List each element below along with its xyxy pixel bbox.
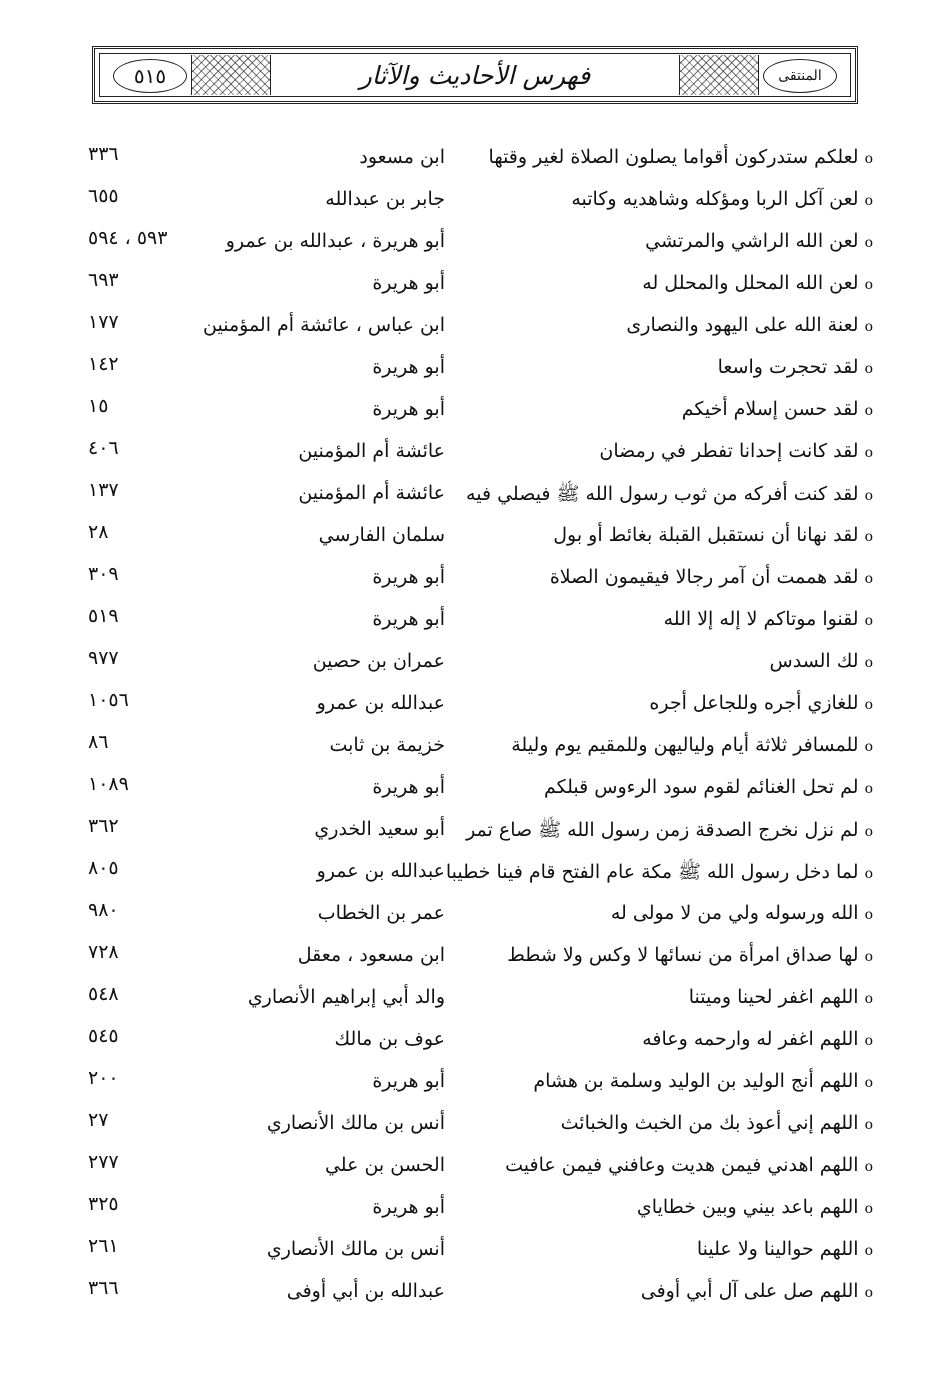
page-ref: ٧٢٨: [88, 941, 119, 963]
index-row: [0, 264, 943, 306]
page-number: ٥١٥: [113, 59, 187, 93]
hadith-label: اللهم اهدني فيمن هديت وعافني فيمن عافيت: [505, 1154, 859, 1176]
hadith-index-list: [0, 138, 943, 1314]
page-ref: ٥٤٨: [88, 983, 119, 1005]
page-ref: ٢٠٠: [88, 1067, 119, 1089]
narrator: أبو هريرة: [372, 272, 445, 294]
page-ref: ٣٣٦: [88, 143, 119, 165]
bullet-circle-icon: o: [864, 1075, 873, 1091]
hadith-label: اللهم صل على آل أبي أوفى: [640, 1280, 859, 1302]
narrator: الحسن بن علي: [324, 1154, 445, 1176]
bullet-circle-icon: o: [864, 571, 873, 587]
index-row: [0, 768, 943, 810]
narrator: عائشة أم المؤمنين: [298, 440, 445, 462]
narrator: أبو هريرة: [372, 776, 445, 798]
hadith-label: اللهم حوالينا ولا علينا: [696, 1238, 859, 1260]
bullet-circle-icon: o: [864, 655, 873, 671]
hadith-label: لقد كانت إحدانا تفطر في رمضان: [599, 440, 859, 462]
bullet-circle-icon: o: [864, 1159, 873, 1175]
narrator: أبو هريرة: [372, 1196, 445, 1218]
index-row: [0, 558, 943, 600]
hadith-text: [649, 692, 873, 714]
hadith-label: اللهم اغفر له وارحمه وعافه: [642, 1028, 859, 1050]
narrator: والد أبي إبراهيم الأنصاري: [247, 986, 445, 1008]
narrator: أبو هريرة: [372, 398, 445, 420]
index-row: [0, 684, 943, 726]
bullet-circle-icon: o: [864, 824, 873, 840]
narrator: أبو سعيد الخدري: [314, 818, 445, 840]
bullet-circle-icon: o: [864, 1033, 873, 1049]
bullet-circle-icon: o: [864, 1201, 873, 1217]
bullet-circle-icon: o: [864, 907, 873, 923]
hadith-label: اللهم باعد بيني وبين خطاياي: [636, 1196, 859, 1218]
bullet-circle-icon: o: [864, 529, 873, 545]
hadith-text: [466, 482, 873, 510]
index-row: [0, 642, 943, 684]
page-ref: ٦٥٥: [88, 185, 119, 207]
hadith-label: لقد كنت أفركه من ثوب رسول الله ﷺ فيصلي فيه: [466, 483, 859, 505]
hadith-text: [718, 356, 873, 378]
hadith-text: [641, 1280, 873, 1302]
index-row: [0, 852, 943, 894]
page-ref: ١٠٥٦: [88, 689, 129, 711]
hadith-label: اللهم إني أعوذ بك من الخبث والخبائث: [560, 1112, 859, 1134]
hadith-text: [682, 398, 873, 420]
hadith-text: [689, 986, 873, 1008]
index-row: [0, 1062, 943, 1104]
hadith-label: لم نزل نخرج الصدقة زمن رسول الله ﷺ صاع تمر: [466, 819, 859, 841]
index-row: [0, 810, 943, 852]
narrator: عوف بن مالك: [334, 1028, 445, 1050]
index-row: [0, 306, 943, 348]
bullet-circle-icon: o: [864, 319, 873, 335]
page-ref: ٨٠٥: [88, 857, 119, 879]
narrator: ابن عباس ، عائشة أم المؤمنين: [203, 314, 445, 336]
page-ref: ٢٧٧: [88, 1151, 119, 1173]
index-row: [0, 1104, 943, 1146]
hadith-text: [571, 188, 873, 210]
ornament-left: [191, 55, 271, 95]
page-ref: ٨٦: [88, 731, 109, 753]
page-ref: ٩٧٧: [88, 647, 119, 669]
bullet-circle-icon: o: [864, 235, 873, 251]
narrator: أبو هريرة: [372, 566, 445, 588]
index-row: [0, 390, 943, 432]
hadith-text: [697, 1238, 873, 1260]
hadith-label: لم تحل الغنائم لقوم سود الرءوس قبلكم: [543, 776, 859, 798]
narrator: أنس بن مالك الأنصاري: [266, 1238, 445, 1260]
bullet-circle-icon: o: [864, 1117, 873, 1133]
hadith-label: اللهم أنج الوليد بن الوليد وسلمة بن هشام: [533, 1070, 859, 1092]
page-ref: ٣٢٥: [88, 1193, 119, 1215]
hadith-text: [642, 272, 873, 294]
index-row: [0, 1272, 943, 1314]
hadith-label: لقنوا موتاكم لا إله إلا الله: [663, 608, 859, 630]
hadith-label: لعلكم ستدركون أقواما يصلون الصلاة لغير وقتها: [488, 146, 859, 168]
hadith-label: الله ورسوله ولي من لا مولى له: [610, 902, 859, 924]
hadith-text: [553, 524, 873, 546]
hadith-label: للمسافر ثلاثة أيام ولياليهن وللمقيم يوم وليلة: [511, 734, 859, 756]
narrator: عائشة أم المؤمنين: [298, 482, 445, 504]
page-ref: ٢٨: [88, 521, 109, 543]
page-ref: ٩٨٠: [88, 899, 119, 921]
hadith-label: لقد نهانا أن نستقبل القبلة بغائط أو بول: [553, 524, 859, 546]
page-ref: ٦٩٣: [88, 269, 119, 291]
bullet-circle-icon: o: [864, 151, 873, 167]
hadith-text: [645, 230, 873, 252]
ornament-right: [679, 55, 759, 95]
page-ref: ١٠٨٩: [88, 773, 129, 795]
narrator: جابر بن عبدالله: [325, 188, 445, 210]
narrator: أنس بن مالك الأنصاري: [266, 1112, 445, 1134]
hadith-text: [466, 818, 873, 846]
index-row: [0, 894, 943, 936]
narrator: أبو هريرة: [372, 356, 445, 378]
hadith-text: [637, 1196, 873, 1218]
bullet-circle-icon: o: [864, 739, 873, 755]
narrator: عبدالله بن عمرو: [316, 692, 445, 714]
hadith-text: [561, 1112, 873, 1134]
hadith-text: [626, 314, 873, 336]
narrator: عبدالله بن عمرو: [316, 860, 445, 882]
hadith-label: لقد هممت أن آمر رجالا فيقيمون الصلاة: [549, 566, 859, 588]
bullet-circle-icon: o: [864, 361, 873, 377]
bullet-circle-icon: o: [864, 445, 873, 461]
hadith-label: لما دخل رسول الله ﷺ مكة عام الفتح قام فينا خطيبا: [445, 861, 859, 883]
narrator: خزيمة بن ثابت: [329, 734, 445, 756]
hadith-label: لقد تحجرت واسعا: [717, 356, 859, 378]
index-row: [0, 474, 943, 516]
page-ref: ٥٩٣ ، ٥٩٤: [88, 227, 168, 249]
hadith-text: [446, 860, 873, 888]
page-ref: ١٥: [88, 395, 109, 417]
hadith-label: لها صداق امرأة من نسائها لا وكس ولا شطط: [507, 944, 859, 966]
bullet-circle-icon: o: [864, 866, 873, 882]
hadith-label: للغازي أجره وللجاعل أجره: [649, 692, 859, 714]
index-row: [0, 978, 943, 1020]
hadith-text: [550, 566, 873, 588]
hadith-text: [664, 608, 873, 630]
bullet-circle-icon: o: [864, 991, 873, 1007]
narrator: أبو هريرة: [372, 1070, 445, 1092]
narrator: سلمان الفارسي: [318, 524, 445, 546]
index-row: [0, 222, 943, 264]
bullet-circle-icon: o: [864, 1285, 873, 1301]
header-title: فهرس الأحاديث والآثار: [359, 60, 591, 90]
index-row: [0, 348, 943, 390]
narrator: عبدالله بن أبي أوفى: [286, 1280, 445, 1302]
index-row: [0, 726, 943, 768]
hadith-text: [507, 944, 873, 966]
hadith-text: [511, 734, 873, 756]
narrator: عمران بن حصين: [312, 650, 445, 672]
bullet-circle-icon: o: [864, 781, 873, 797]
hadith-label: لك السدس: [769, 650, 859, 672]
index-row: [0, 600, 943, 642]
narrator: ابن مسعود ، معقل: [297, 944, 445, 966]
hadith-text: [533, 1070, 873, 1092]
bullet-circle-icon: o: [864, 277, 873, 293]
index-row: [0, 1230, 943, 1272]
hadith-text: [770, 650, 873, 672]
page-ref: ١٧٧: [88, 311, 119, 333]
index-row: [0, 180, 943, 222]
hadith-label: اللهم اغفر لحينا وميتنا: [688, 986, 859, 1008]
hadith-text: [505, 1154, 873, 1176]
bullet-circle-icon: o: [864, 1243, 873, 1259]
index-row: [0, 1146, 943, 1188]
page-ref: ٣٦٢: [88, 815, 119, 837]
hadith-label: لعن آكل الربا ومؤكله وشاهديه وكاتبه: [571, 188, 859, 210]
narrator: عمر بن الخطاب: [317, 902, 445, 924]
index-row: [0, 138, 943, 180]
index-row: [0, 1188, 943, 1230]
bullet-circle-icon: o: [864, 949, 873, 965]
index-row: [0, 516, 943, 558]
book-badge: المنتقى: [763, 59, 837, 93]
index-row: [0, 936, 943, 978]
page-ref: ٥١٩: [88, 605, 119, 627]
page-ref: ٢٧: [88, 1109, 109, 1131]
hadith-label: لعن الله المحلل والمحلل له: [642, 272, 859, 294]
narrator: أبو هريرة: [372, 608, 445, 630]
narrator: ابن مسعود: [359, 146, 445, 168]
index-row: [0, 432, 943, 474]
page-ref: ٤٠٦: [88, 437, 119, 459]
hadith-label: لعن الله الراشي والمرتشي: [645, 230, 859, 252]
narrator: أبو هريرة ، عبدالله بن عمرو: [225, 230, 445, 252]
hadith-text: [544, 776, 873, 798]
hadith-text: [611, 902, 873, 924]
page-ref: ١٤٢: [88, 353, 119, 375]
hadith-text: [599, 440, 873, 462]
hadith-text: [642, 1028, 873, 1050]
bullet-circle-icon: o: [864, 488, 873, 504]
hadith-text: [489, 146, 873, 168]
page-ref: ٥٤٥: [88, 1025, 119, 1047]
bullet-circle-icon: o: [864, 613, 873, 629]
page-header: [92, 46, 858, 104]
page-ref: ٣٦٦: [88, 1277, 119, 1299]
bullet-circle-icon: o: [864, 403, 873, 419]
hadith-label: لقد حسن إسلام أخيكم: [681, 398, 859, 420]
bullet-circle-icon: o: [864, 697, 873, 713]
hadith-label: لعنة الله على اليهود والنصارى: [626, 314, 859, 336]
index-row: [0, 1020, 943, 1062]
bullet-circle-icon: o: [864, 193, 873, 209]
page-ref: ٢٦١: [88, 1235, 119, 1257]
page-ref: ١٣٧: [88, 479, 119, 501]
page-ref: ٣٠٩: [88, 563, 119, 585]
